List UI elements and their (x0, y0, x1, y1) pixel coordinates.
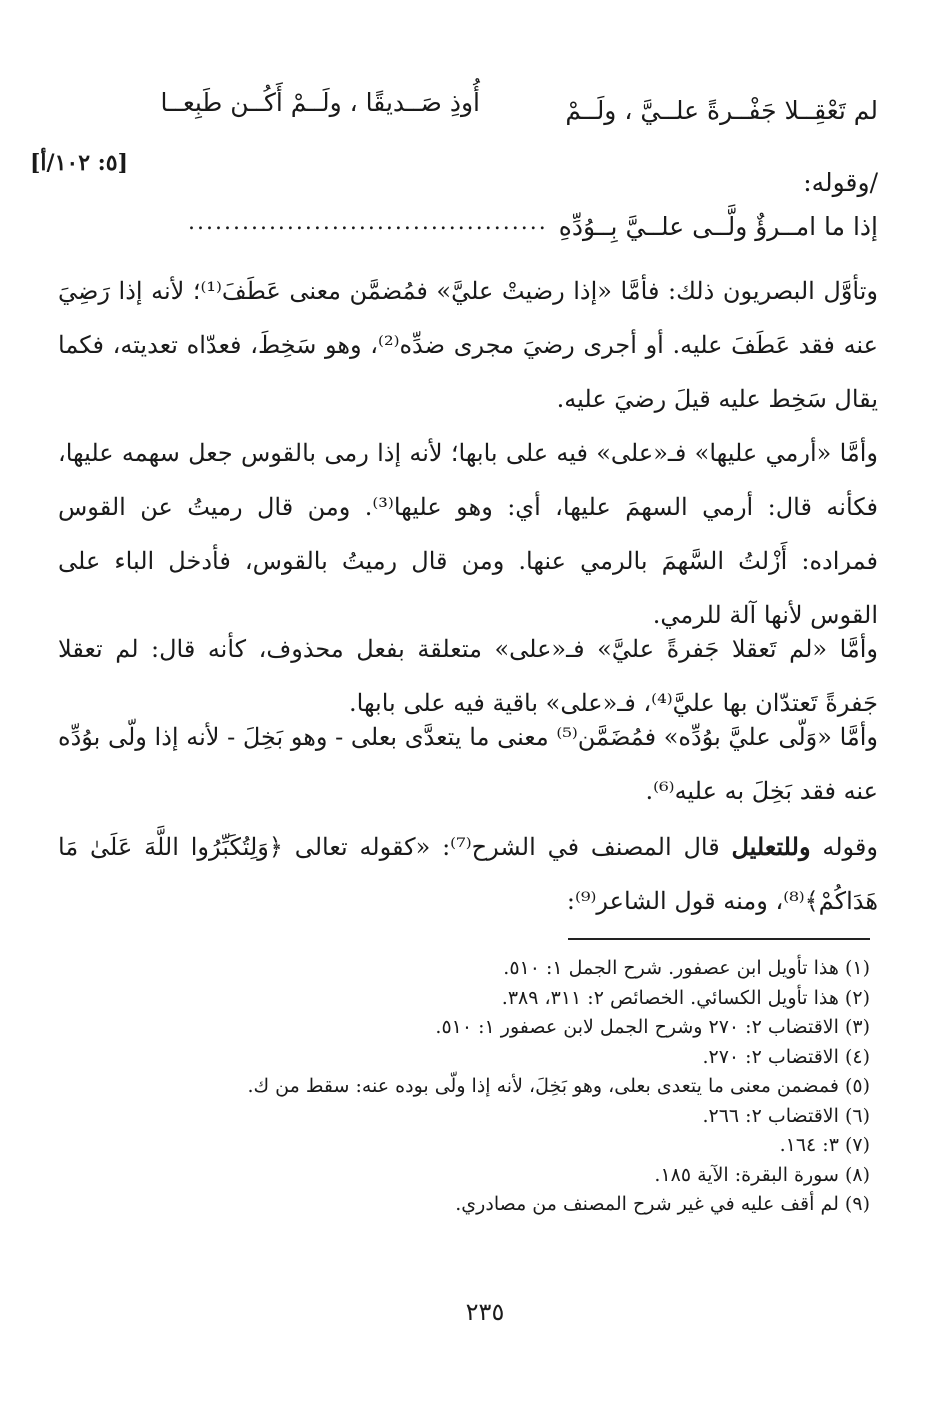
paragraph-talil (58, 820, 878, 928)
footnote-8: (٨) سورة البقرة: الآية ١٨٥. (654, 1163, 870, 1186)
paragraph-basran-interpretation: وتأوَّل البصريون ذلك: فأمَّا «إذا رضيتْ عليَّ» فمُضمَّن معنى عَطَفَ⁽¹⁾؛ لأنه إذا رَضِيَ عنه فقد عَطَفَ عليه. أو أجرى رضيَ مجرى ضدِّه⁽²⁾، وهو سَخِطَ، فعدّاه تعديته، فكما يقال سَخِط عليه قيلَ رضيَ عليه. (58, 277, 878, 413)
page-number: ٢٣٥ (465, 1298, 505, 1326)
footnote-divider (568, 938, 870, 940)
footnote-5: (٥) فمضمن معنى ما يتعدى بعلى، وهو بَخِلَ، لأنه إذا ولّى بوده عنه: سقط من ك. (247, 1075, 870, 1097)
paragraph-jafra: وأمَّا «لم تَعقلا جَفرةً عليَّ» فـ«على» متعلقة بفعل محذوف، كأنه قال: لم تعقلا جَفرةً تَعتدّان بها عليَّ⁽⁴⁾، فـ«على» باقية فيه على بابها. (58, 635, 878, 717)
footnote-3: (٣) الاقتضاب ٢: ٢٧٠ وشرح الجمل لابن عصفور ١: ٥١٠. (435, 1016, 870, 1038)
paragraph-talil-prefix: وقوله (810, 833, 878, 861)
paragraph-talil-text: قال المصنف في الشرح⁽⁷⁾: «كقوله تعالى ﴿وَلِتُكَبِّرُوا اللَّهَ عَلَىٰ مَا هَدَاكُمْ﴾⁽⁸⁾، ومنه قول الشاعر⁽⁹⁾: (58, 833, 878, 915)
footnotes-list (50, 954, 870, 1220)
verse-2-elided-hemistich: ........................................ (188, 210, 548, 235)
footnote-6: (٦) الاقتضاب ٢: ٢٦٦. (702, 1104, 870, 1127)
manuscript-folio-reference: [٥: ١٠٢/أ] (30, 150, 129, 176)
verse-intro-label: /وقوله: (803, 168, 878, 197)
footnote-2: (٢) هذا تأويل الكسائي. الخصائص ٢: ٣١١، ٣٨٩. (501, 986, 870, 1009)
footnote-9: (٩) لم أقف عليه في غير شرح المصنف من مصادري. (455, 1193, 870, 1215)
paragraph-walla: وأمَّا «وَلّى عليَّ بوُدِّه» فمُضَمَّن⁽⁵⁾ معنى ما يتعدَّى بعلى - وهو بَخِلَ - لأنه إذا ولّى بوُدِّه عنه فقد بَخِلَ به عليه⁽⁶⁾. (58, 723, 878, 805)
verse-2-first-hemistich: إذا ما امــرؤٌ ولَّــى علــيَّ بِــوُدِّهِ (558, 212, 878, 241)
verse-1-second-hemistich: أُوذِ صَــديقًا ، ولَــمْ أَكُــن طَبِعــا (160, 88, 480, 117)
footnote-1: (١) هذا تأويل ابن عصفور. شرح الجمل ١: ٥١٠. (503, 957, 870, 979)
paragraph-armi-alayha: وأمَّا «أرمي عليها» فـ«على» فيه على بابها؛ لأنه إذا رمى بالقوس جعل سهمه عليها، فكأنه قال: أرمي السهمَ عليها، أي: وهو عليها⁽³⁾. ومن قال رميتُ عن القوس فمراده: أَزْلتُ السَّهمَ بالرمي عنها. ومن قال رميتُ بالقوس، فأدخل الباء على القوس لأنها آلة للرمي. (58, 439, 878, 629)
verse-1-first-hemistich: لم تَعْقِــلا جَفْــرةً علــيَّ ، ولَــمْ (565, 96, 878, 125)
footnote-4: (٤) الاقتضاب ٢: ٢٧٠. (702, 1045, 870, 1068)
keyword-talil: وللتعليل (731, 832, 811, 861)
footnote-7: (٧) ٣: ١٦٤. (779, 1134, 870, 1156)
